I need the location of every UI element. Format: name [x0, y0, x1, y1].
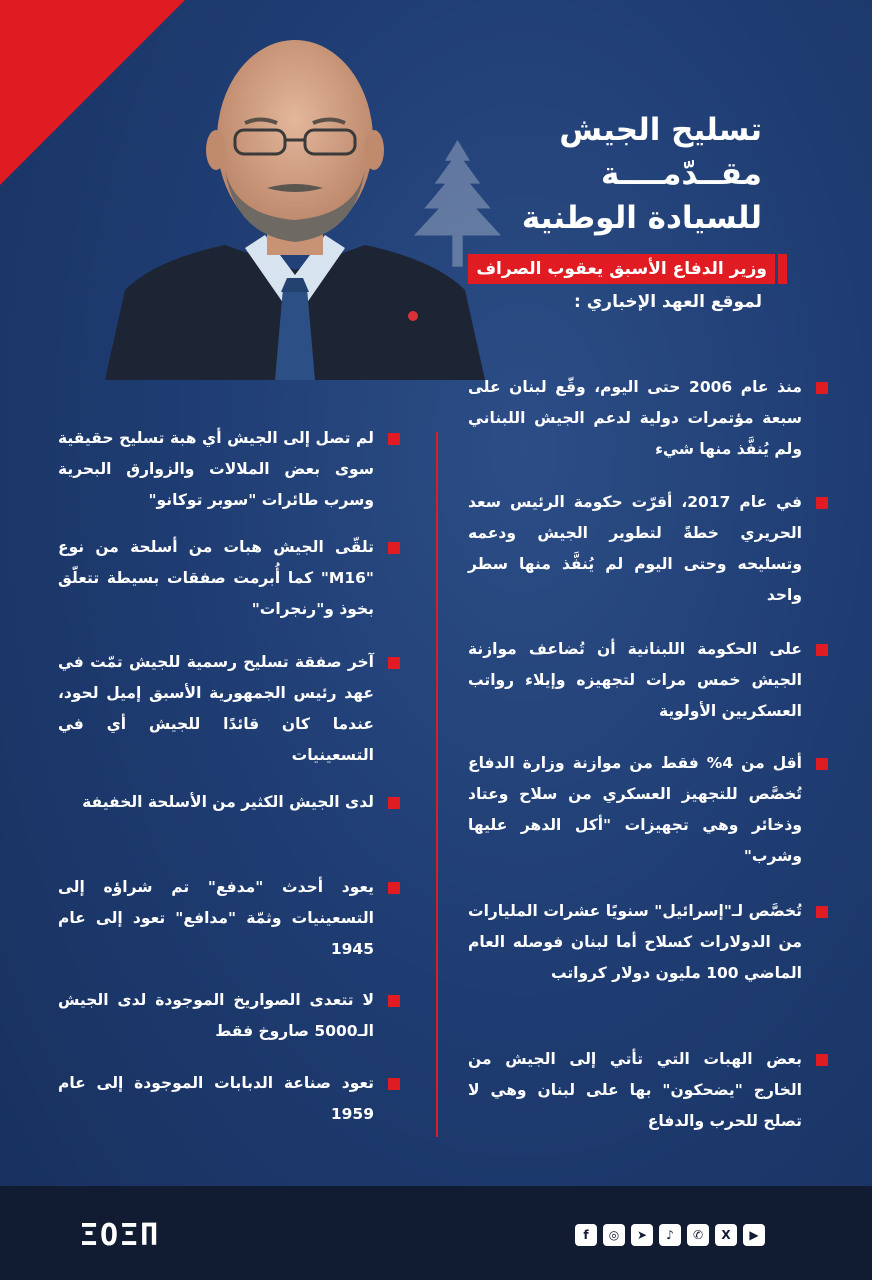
instagram-icon[interactable]: ◎: [603, 1224, 625, 1246]
list-item: تُخصَّص لـ"إسرائيل" سنويًا عشرات المليارات من الدولارات كسلاح أما لبنان فوصله العام الماضي 100 مليون دولار كرواتب: [468, 896, 828, 989]
list-item: أقل من 4% فقط من موازنة وزارة الدفاع تُخصَّص للتجهيز العسكري من سلاح وعتاد وذخائر وهي تجهيزات "أكل الدهر عليها وشرب": [468, 748, 828, 872]
minister-label-bar: [778, 254, 787, 284]
headline-line-3: للسيادة الوطنية: [521, 200, 762, 236]
bullet-square: [816, 906, 828, 918]
facebook-icon[interactable]: f: [575, 1224, 597, 1246]
telegram-icon[interactable]: ➤: [631, 1224, 653, 1246]
bullet-square: [388, 542, 400, 554]
bullet-square: [816, 1054, 828, 1066]
minister-name: وزير الدفاع الأسبق يعقوب الصراف: [468, 254, 775, 284]
tiktok-icon[interactable]: ♪: [659, 1224, 681, 1246]
x-icon[interactable]: X: [715, 1224, 737, 1246]
source-label: لموقع العهد الإخباري :: [573, 292, 762, 312]
bullet-square: [816, 382, 828, 394]
list-item: على الحكومة اللبنانية أن تُضاعف موازنة الجيش خمس مرات لتجهيزه وإيلاء رواتب العسكريين الأولوية: [468, 634, 828, 727]
whatsapp-icon[interactable]: ✆: [687, 1224, 709, 1246]
list-item: في عام 2017، أقرّت حكومة الرئيس سعد الحريري خطةً لتطوير الجيش ودعمه وتسليحه وحتى اليوم لم يُنفَّذ منها سطر واحد: [468, 487, 828, 611]
bullet-square: [388, 995, 400, 1007]
list-item: تلقّى الجيش هبات من أسلحة من نوع "M16" كما أُبرمت صفقات بسيطة تتعلّق بخوذ و"رنجرات": [58, 532, 400, 625]
list-item: تعود صناعة الدبابات الموجودة إلى عام 1959: [58, 1068, 400, 1130]
youtube-icon[interactable]: ▶: [743, 1224, 765, 1246]
list-item: لدى الجيش الكثير من الأسلحة الخفيفة: [58, 787, 400, 818]
bullet-square: [388, 433, 400, 445]
list-item: لم تصل إلى الجيش أي هبة تسليح حقيقية سوى بعض الملالات والزوارق البحرية وسرب طائرات "سوبر توكانو": [58, 423, 400, 516]
bullet-square: [388, 797, 400, 809]
headline: [522, 108, 762, 240]
footer-bar: [0, 1186, 872, 1280]
minister-label: [468, 254, 787, 284]
list-item: بعض الهبات التي تأتي إلى الجيش من الخارج "يضحكون" بها على لبنان وهي لا تصلح للحرب والدفاع: [468, 1044, 828, 1137]
bullet-square: [388, 657, 400, 669]
column-divider: [436, 432, 438, 1137]
list-item: يعود أحدث "مدفع" تم شراؤه إلى التسعينيات وثمّة "مدافع" تعود إلى عام 1945: [58, 872, 400, 965]
bullet-square: [816, 758, 828, 770]
list-item: آخر صفقة تسليح رسمية للجيش تمّت في عهد رئيس الجمهورية الأسبق إميل لحود، عندما كان قائدًا للجيش أي في التسعينيات: [58, 647, 400, 771]
bullet-square: [816, 497, 828, 509]
bullet-square: [388, 1078, 400, 1090]
bullet-square: [388, 882, 400, 894]
bullet-square: [816, 644, 828, 656]
al-ahed-logo: ΞOΞΠ: [80, 1218, 161, 1253]
list-item: لا تتعدى الصواريخ الموجودة لدى الجيش الـ5000 صاروخ فقط: [58, 985, 400, 1047]
headline-line-1: تسليح الجيش: [559, 112, 762, 148]
list-item: منذ عام 2006 حتى اليوم، وقّع لبنان على سبعة مؤتمرات دولية لدعم الجيش اللبناني ولم يُنفَّذ منها شيء: [468, 372, 828, 465]
social-icons: [575, 1224, 765, 1246]
headline-line-2: مقــدّمــــة: [601, 156, 762, 192]
